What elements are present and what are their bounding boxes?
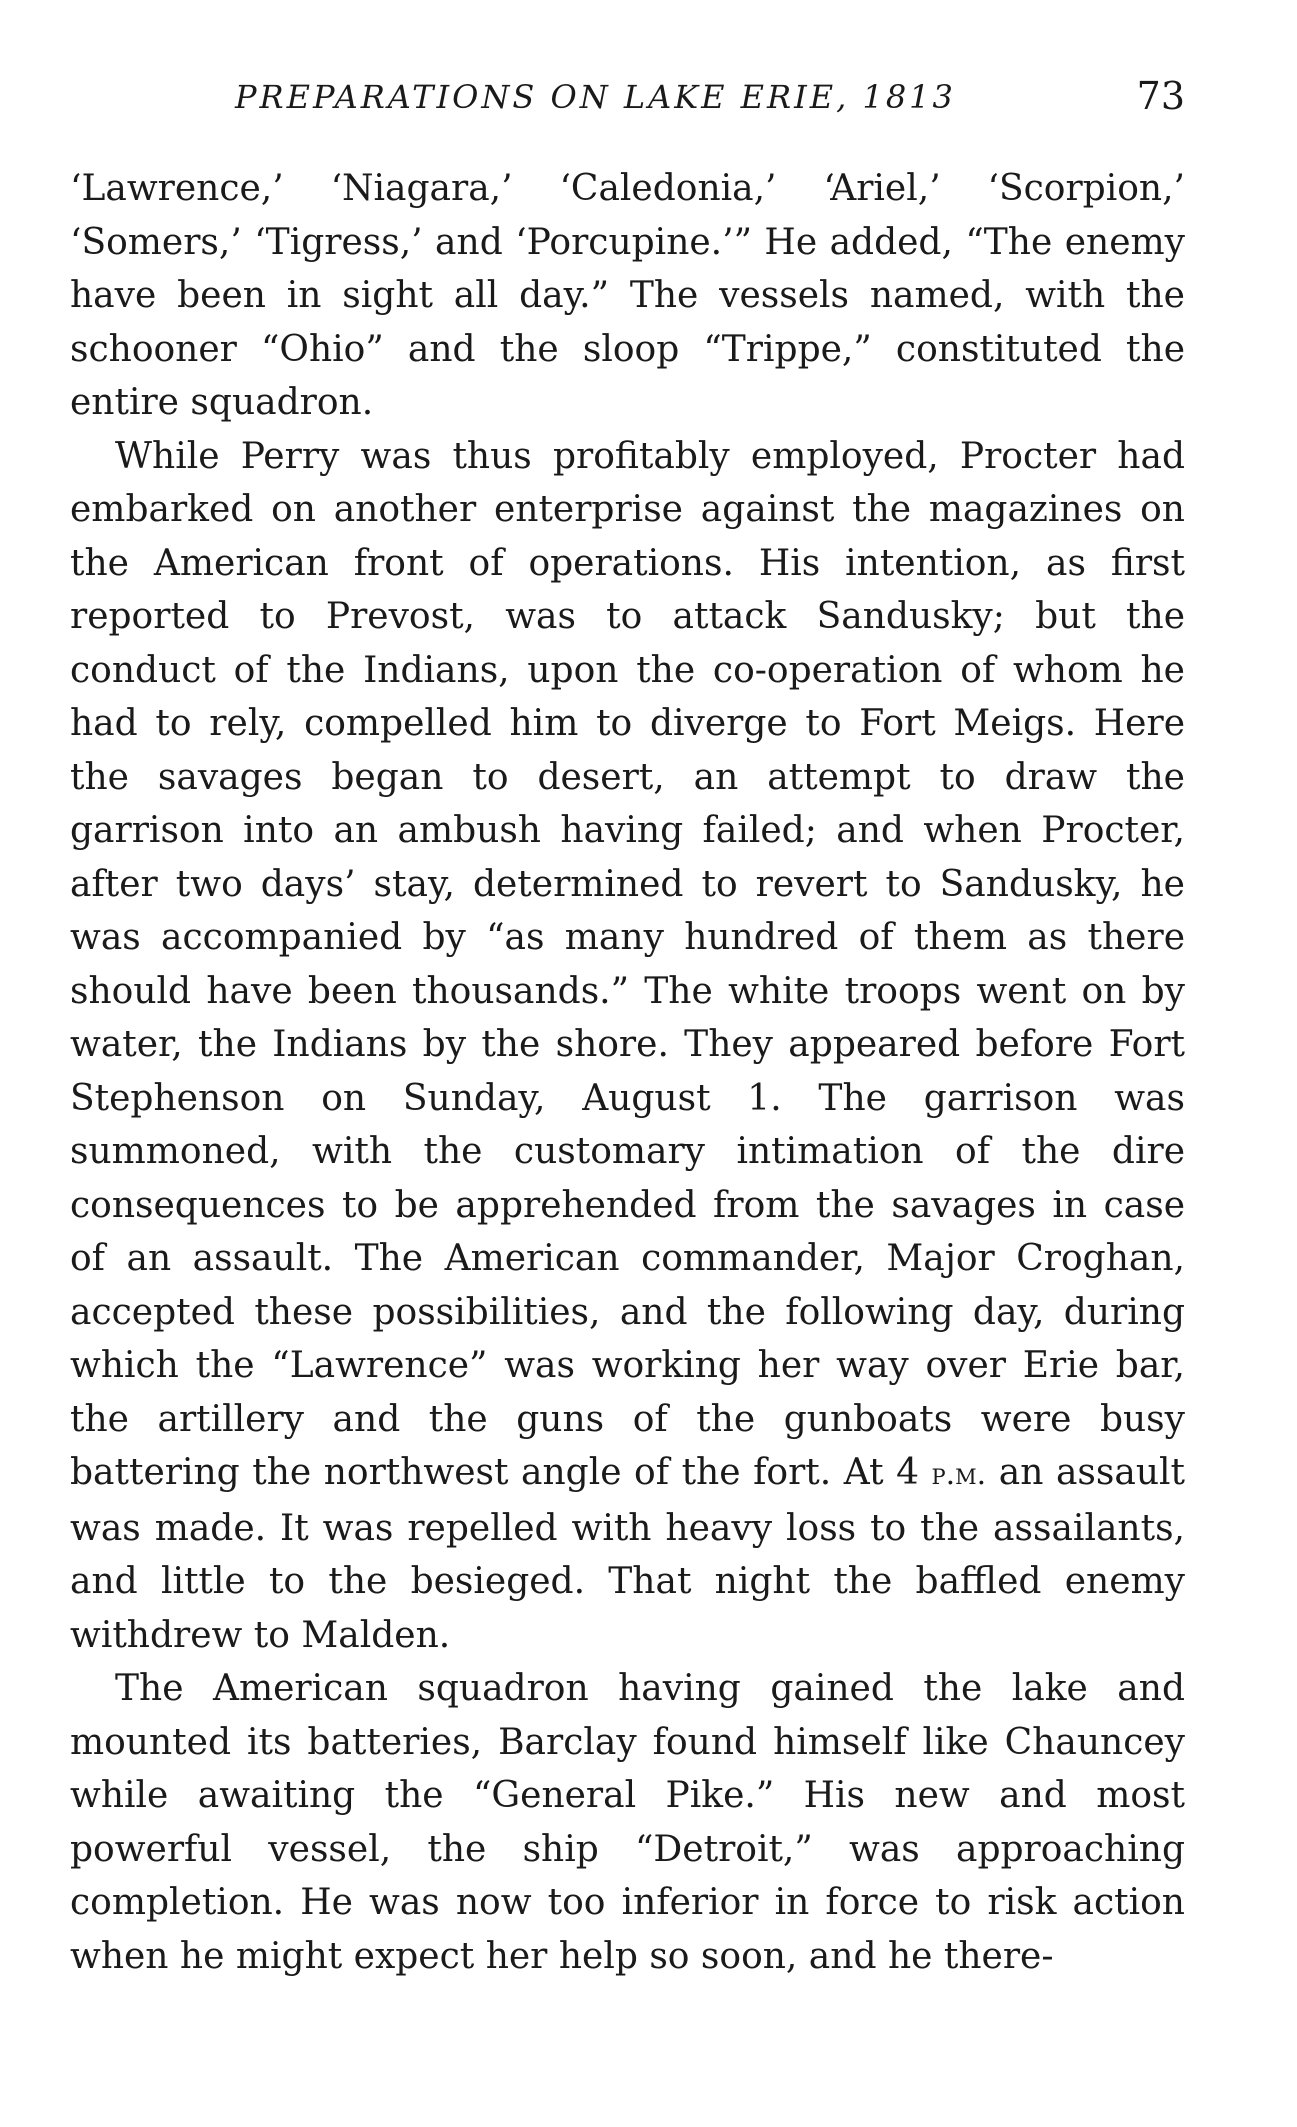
paragraph-text-before: While Perry was thus profitably employed, Procter had embarked on another enterprise against the magazines on the American front of operations. His intention, as first reported to Prevost, was to attack Sandusky; but the conduct of the Indians, upon the co-operation of whom he had to rely, compelled him to diverge to Fort Meigs. Here the savages began to desert, an attempt to draw the garrison into an ambush having failed; and when Procter, after two days’ stay, determined to revert to Sandusky, he was accompanied by “as many hundred of them as there should have been thousands.” The white troops went on by water, the Indians by the shore. They appeared before Fort Stephenson on Sunday, August 1. The garrison was summoned, with the customary intimation of the dire consequences to be apprehended from the savages in case of an assault. The American commander, Major Croghan, accepted these possibilities, and the following day, during which the “Lawrence” was working her way over Erie bar, the artillery and the guns of the gunboats were busy battering the northwest angle of the fort. At 4 — [70, 435, 1185, 1493]
paragraph-american-squadron: The American squadron having gained the lake and mounted its batteries, Barclay found himself like Chauncey while awaiting the “General Pike.” His new and most powerful vessel, the ship “Detroit,” was approaching completion. He was now too inferior in force to risk action when he might expect her help so soon, and he there- — [70, 1668, 1185, 1977]
running-head — [70, 70, 1185, 130]
running-title: PREPARATIONS ON LAKE ERIE, 1813 — [235, 78, 956, 116]
time-abbreviation: p.m. — [931, 1457, 987, 1492]
body-text — [70, 162, 1185, 1983]
book-page — [70, 70, 1185, 1983]
paragraph-procter-enterprise — [70, 430, 1185, 1663]
paragraph-text-after: an assault was made. It was repelled with heavy loss to the assailants, and little to the besieged. That night the baffled enemy withdrew to Malden. — [70, 1452, 1185, 1656]
page-number: 73 — [1136, 74, 1185, 118]
paragraph-continuation: ‘Lawrence,’ ‘Niagara,’ ‘Caledonia,’ ‘Ariel,’ ‘Scorpion,’ ‘Somers,’ ‘Tigress,’ and ‘Porcupine.’” He added, “The enemy have been in sight all day.” The vessels named, with the schooner “Ohio” and the sloop “Trippe,” constituted the entire squadron. — [70, 168, 1185, 423]
